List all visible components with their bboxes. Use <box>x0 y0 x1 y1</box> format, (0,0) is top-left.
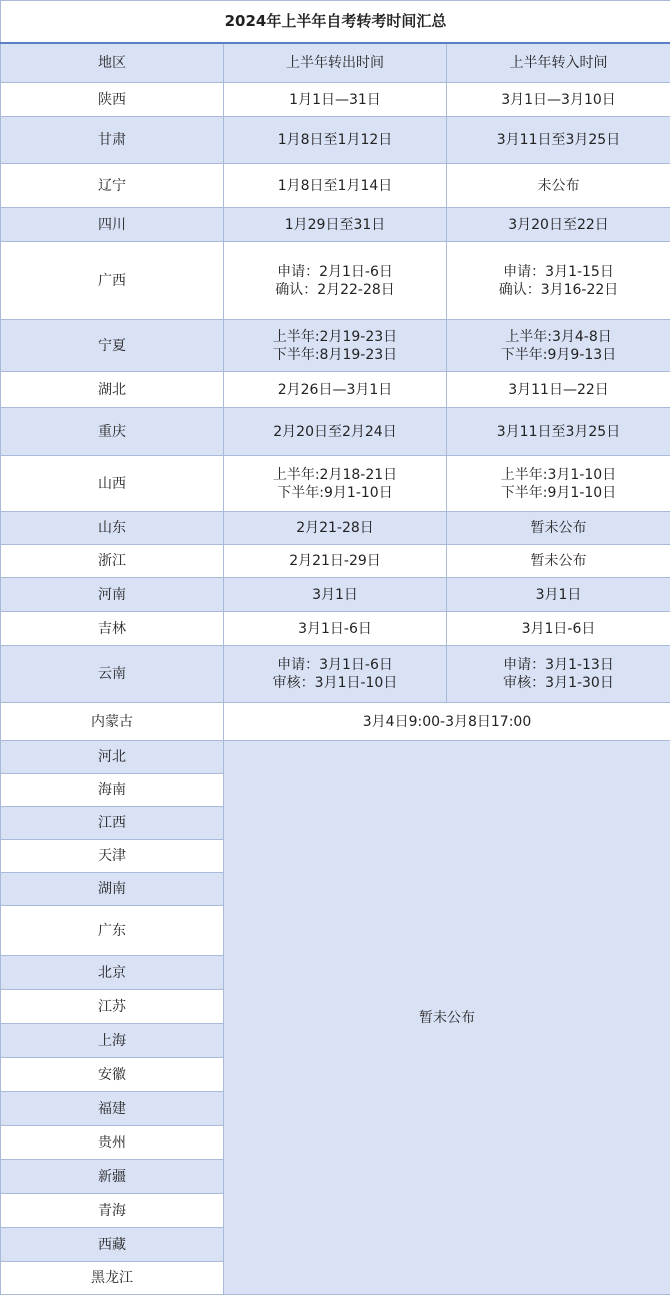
header-row <box>1 43 670 83</box>
out-time-cell-line: 审核：3月1日-10日 <box>272 675 398 691</box>
combined-time-cell: 3月4日9:00-3月8日17:00 <box>224 703 670 741</box>
region-cell: 北京 <box>1 956 224 990</box>
in-time-cell-line: 下半年:9月1-10日 <box>500 484 617 501</box>
out-time-cell-line: 上半年:2月18-21日 <box>272 466 398 483</box>
out-time-cell <box>224 512 447 545</box>
out-time-cell <box>224 646 447 703</box>
in-time-cell-line: 3月1日 <box>535 586 582 603</box>
table-row <box>1 117 670 164</box>
table-row <box>1 578 670 612</box>
out-time-cell-line: 确认：2月22-28日 <box>275 281 395 298</box>
region-cell: 湖北 <box>1 372 224 408</box>
in-time-cell-line: 3月11日至3月25日 <box>496 132 621 148</box>
region-cell: 江西 <box>1 807 224 840</box>
out-time-cell-line: 1月29日至31日 <box>284 216 386 233</box>
region-cell: 上海 <box>1 1024 224 1058</box>
header-region: 地区 <box>1 43 224 83</box>
table-row <box>1 83 670 117</box>
out-time-cell-line: 下半年:8月19-23日 <box>272 346 398 363</box>
table-row <box>1 320 670 372</box>
region-cell: 山西 <box>1 456 224 512</box>
out-time-cell-line: 3月1日-6日 <box>298 620 372 637</box>
out-time-cell-line: 2月21日-29日 <box>289 553 381 569</box>
in-time-cell <box>447 320 670 372</box>
out-time-cell-line: 1月8日至1月12日 <box>277 132 393 148</box>
out-time-cell <box>224 242 447 320</box>
out-time-cell <box>224 208 447 242</box>
in-time-cell-line: 3月1日—3月10日 <box>501 91 616 108</box>
out-time-cell-line: 申请：3月1日-6日 <box>277 657 393 673</box>
out-time-cell-line: 2月26日—3月1日 <box>277 381 393 398</box>
region-cell: 海南 <box>1 774 224 807</box>
in-time-cell <box>447 646 670 703</box>
pending-merged-cell: 暂未公布 <box>224 741 670 1295</box>
out-time-cell-line: 2月21-28日 <box>296 520 374 536</box>
out-time-cell <box>224 545 447 578</box>
out-time-cell-line: 2月20日至2月24日 <box>273 423 397 440</box>
in-time-cell-line: 确认：3月16-22日 <box>498 281 619 298</box>
table-row <box>1 545 670 578</box>
in-time-cell <box>447 117 670 164</box>
out-time-cell-line: 上半年:2月19-23日 <box>272 328 398 345</box>
region-cell: 湖南 <box>1 873 224 906</box>
header-out-time: 上半年转出时间 <box>224 43 447 83</box>
in-time-cell-line: 上半年:3月4-8日 <box>505 328 612 345</box>
in-time-cell <box>447 372 670 408</box>
in-time-cell <box>447 242 670 320</box>
region-cell: 四川 <box>1 208 224 242</box>
table-row <box>1 242 670 320</box>
in-time-cell <box>447 83 670 117</box>
out-time-cell <box>224 372 447 408</box>
out-time-cell-line: 1月1日—31日 <box>289 91 381 108</box>
region-cell: 宁夏 <box>1 320 224 372</box>
region-cell: 山东 <box>1 512 224 545</box>
out-time-cell <box>224 408 447 456</box>
in-time-cell <box>447 208 670 242</box>
out-time-cell <box>224 456 447 512</box>
table-row <box>1 208 670 242</box>
in-time-cell-line: 未公布 <box>537 177 580 194</box>
table-row <box>1 408 670 456</box>
in-time-cell-line: 暂未公布 <box>530 520 587 536</box>
in-time-cell <box>447 612 670 646</box>
table-row <box>1 456 670 512</box>
in-time-cell-line: 3月1日-6日 <box>521 620 596 637</box>
region-cell: 内蒙古 <box>1 703 224 741</box>
region-cell: 河南 <box>1 578 224 612</box>
out-time-cell-line: 申请：2月1日-6日 <box>277 263 393 280</box>
in-time-cell-line: 3月11日至3月25日 <box>496 423 621 440</box>
region-cell: 陕西 <box>1 83 224 117</box>
region-cell: 安徽 <box>1 1058 224 1092</box>
table-row <box>1 372 670 408</box>
in-time-cell-line: 3月20日至22日 <box>508 216 609 233</box>
in-time-cell <box>447 578 670 612</box>
region-cell: 河北 <box>1 741 224 774</box>
in-time-cell-line: 审核：3月1-30日 <box>503 675 614 691</box>
in-time-cell-line: 申请：3月1-13日 <box>503 657 614 673</box>
header-in-time: 上半年转入时间 <box>447 43 670 83</box>
region-cell: 甘肃 <box>1 117 224 164</box>
in-time-cell <box>447 456 670 512</box>
in-time-cell-line: 申请：3月1-15日 <box>503 263 614 280</box>
in-time-cell-line: 暂未公布 <box>530 553 587 569</box>
table-title: 2024年上半年自考转考时间汇总 <box>1 1 670 43</box>
region-cell: 福建 <box>1 1092 224 1126</box>
region-cell: 青海 <box>1 1194 224 1228</box>
region-cell: 天津 <box>1 840 224 873</box>
table-row <box>1 164 670 208</box>
out-time-cell <box>224 164 447 208</box>
in-time-cell <box>447 512 670 545</box>
in-time-cell-line: 3月11日—22日 <box>508 381 609 398</box>
in-time-cell <box>447 408 670 456</box>
region-cell: 黑龙江 <box>1 1262 224 1295</box>
table-row <box>1 741 670 774</box>
in-time-cell-line: 上半年:3月1-10日 <box>500 466 617 483</box>
region-cell: 吉林 <box>1 612 224 646</box>
region-cell: 西藏 <box>1 1228 224 1262</box>
out-time-cell <box>224 117 447 164</box>
region-cell: 广西 <box>1 242 224 320</box>
table-row <box>1 512 670 545</box>
title-row <box>1 1 670 43</box>
region-cell: 江苏 <box>1 990 224 1024</box>
table-row <box>1 646 670 703</box>
region-cell: 辽宁 <box>1 164 224 208</box>
region-cell: 重庆 <box>1 408 224 456</box>
out-time-cell-line: 下半年:9月1-10日 <box>277 484 393 501</box>
out-time-cell <box>224 578 447 612</box>
out-time-cell-line: 3月1日 <box>312 586 358 603</box>
region-cell: 广东 <box>1 906 224 956</box>
out-time-cell <box>224 612 447 646</box>
out-time-cell <box>224 83 447 117</box>
region-cell: 新疆 <box>1 1160 224 1194</box>
table-row <box>1 612 670 646</box>
region-cell: 云南 <box>1 646 224 703</box>
region-cell: 贵州 <box>1 1126 224 1160</box>
table-row <box>1 703 670 741</box>
out-time-cell <box>224 320 447 372</box>
region-cell: 浙江 <box>1 545 224 578</box>
out-time-cell-line: 1月8日至1月14日 <box>277 177 393 194</box>
in-time-cell <box>447 545 670 578</box>
in-time-cell-line: 下半年:9月9-13日 <box>500 346 617 363</box>
in-time-cell <box>447 164 670 208</box>
